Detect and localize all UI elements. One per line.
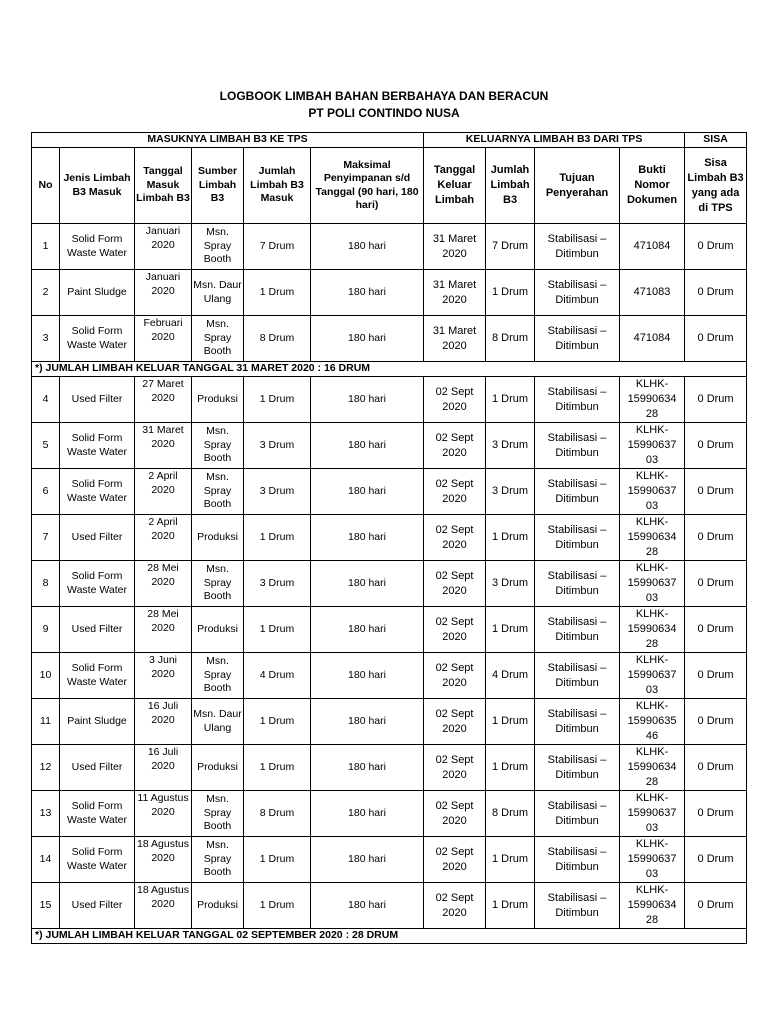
cell-tujuan: Stabilisasi – Ditimbun [535,423,620,469]
cell-bukti: 471084 [620,316,685,362]
cell-maksimal: 180 hari [311,607,424,653]
cell-tanggal-keluar: 02 Sept 2020 [424,883,486,929]
cell-bukti: KLHK-15990634 28 [620,515,685,561]
column-header-sisa: Sisa Limbah B3 yang ada di TPS [685,148,747,224]
cell-jenis: Solid Form Waste Water [60,469,135,515]
group-header-masuk: MASUKNYA LIMBAH B3 KE TPS [32,133,424,148]
cell-tanggal-masuk: 27 Maret 2020 [135,377,192,423]
table-row [32,224,747,270]
cell-tanggal-keluar: 02 Sept 2020 [424,699,486,745]
table-row [32,561,747,607]
cell-tanggal-masuk: 16 Juli 2020 [135,699,192,745]
table-row [32,791,747,837]
cell-jenis: Used Filter [60,607,135,653]
column-header-jenis: Jenis Limbah B3 Masuk [60,148,135,224]
cell-jenis: Used Filter [60,515,135,561]
cell-sumber: Produksi [192,883,244,929]
cell-tanggal-keluar: 31 Maret 2020 [424,224,486,270]
row-number: 5 [32,423,60,469]
cell-jumlah-masuk: 1 Drum [244,607,311,653]
cell-sumber: Msn. Spray Booth [192,469,244,515]
cell-jumlah-keluar: 8 Drum [486,791,535,837]
cell-bukti: 471084 [620,224,685,270]
table-row [32,316,747,362]
cell-tujuan: Stabilisasi – Ditimbun [535,607,620,653]
cell-maksimal: 180 hari [311,837,424,883]
cell-jumlah-masuk: 8 Drum [244,316,311,362]
cell-sisa: 0 Drum [685,699,747,745]
cell-sumber: Msn. Spray Booth [192,653,244,699]
column-header-sumber: Sumber Limbah B3 [192,148,244,224]
cell-tujuan: Stabilisasi – Ditimbun [535,469,620,515]
cell-sumber: Msn. Spray Booth [192,224,244,270]
cell-jumlah-keluar: 1 Drum [486,515,535,561]
cell-jumlah-keluar: 4 Drum [486,653,535,699]
table-row [32,607,747,653]
company-name: PT POLI CONTINDO NUSA [308,106,460,120]
cell-maksimal: 180 hari [311,883,424,929]
cell-bukti: KLHK-15990637 03 [620,469,685,515]
cell-jumlah-keluar: 3 Drum [486,423,535,469]
summary-note: *) JUMLAH LIMBAH KELUAR TANGGAL 31 MARET 2020 : 16 DRUM [32,362,747,377]
cell-tujuan: Stabilisasi – Ditimbun [535,883,620,929]
column-header-jumlah-keluar: Jumlah Limbah B3 [486,148,535,224]
cell-maksimal: 180 hari [311,377,424,423]
table-row [32,883,747,929]
cell-jumlah-keluar: 1 Drum [486,745,535,791]
column-header-tanggal-masuk: Tanggal Masuk Limbah B3 [135,148,192,224]
cell-tanggal-keluar: 02 Sept 2020 [424,469,486,515]
cell-sisa: 0 Drum [685,883,747,929]
cell-tanggal-masuk: 2 April 2020 [135,469,192,515]
cell-tanggal-keluar: 02 Sept 2020 [424,377,486,423]
cell-sisa: 0 Drum [685,224,747,270]
column-header-tujuan: Tujuan Penyerahan [535,148,620,224]
cell-sisa: 0 Drum [685,745,747,791]
cell-tanggal-masuk: Februari 2020 [135,316,192,362]
row-number: 10 [32,653,60,699]
column-header-jumlah-masuk: Jumlah Limbah B3 Masuk [244,148,311,224]
cell-bukti: KLHK-15990634 28 [620,607,685,653]
cell-jumlah-keluar: 3 Drum [486,469,535,515]
cell-tanggal-masuk: 2 April 2020 [135,515,192,561]
cell-maksimal: 180 hari [311,423,424,469]
row-number: 9 [32,607,60,653]
cell-jumlah-keluar: 7 Drum [486,224,535,270]
cell-maksimal: 180 hari [311,791,424,837]
table-row [32,423,747,469]
cell-bukti: KLHK-15990637 03 [620,791,685,837]
column-header-no: No [32,148,60,224]
cell-jumlah-keluar: 1 Drum [486,883,535,929]
cell-jenis: Solid Form Waste Water [60,837,135,883]
cell-tanggal-masuk: 11 Agustus 2020 [135,791,192,837]
cell-tanggal-masuk: 28 Mei 2020 [135,561,192,607]
table-row [32,270,747,316]
row-number: 12 [32,745,60,791]
row-number: 6 [32,469,60,515]
cell-jumlah-keluar: 1 Drum [486,837,535,883]
cell-jenis: Solid Form Waste Water [60,791,135,837]
table-row [32,699,747,745]
cell-tujuan: Stabilisasi – Ditimbun [535,837,620,883]
cell-sisa: 0 Drum [685,607,747,653]
cell-sisa: 0 Drum [685,423,747,469]
cell-jumlah-masuk: 3 Drum [244,423,311,469]
row-number: 8 [32,561,60,607]
row-number: 11 [32,699,60,745]
cell-tanggal-masuk: 18 Agustus 2020 [135,837,192,883]
cell-sisa: 0 Drum [685,316,747,362]
cell-sisa: 0 Drum [685,270,747,316]
cell-bukti: KLHK-15990637 03 [620,837,685,883]
cell-maksimal: 180 hari [311,469,424,515]
cell-maksimal: 180 hari [311,515,424,561]
cell-jumlah-keluar: 1 Drum [486,607,535,653]
cell-jumlah-keluar: 3 Drum [486,561,535,607]
cell-sisa: 0 Drum [685,791,747,837]
cell-maksimal: 180 hari [311,224,424,270]
cell-tujuan: Stabilisasi – Ditimbun [535,316,620,362]
cell-sumber: Produksi [192,745,244,791]
cell-jumlah-masuk: 8 Drum [244,791,311,837]
cell-tanggal-keluar: 02 Sept 2020 [424,515,486,561]
cell-jumlah-masuk: 4 Drum [244,653,311,699]
cell-tanggal-keluar: 02 Sept 2020 [424,837,486,883]
cell-bukti: KLHK-15990637 03 [620,653,685,699]
logbook-body [32,224,747,944]
cell-jumlah-masuk: 1 Drum [244,270,311,316]
table-row [32,377,747,423]
cell-jumlah-keluar: 1 Drum [486,377,535,423]
cell-maksimal: 180 hari [311,653,424,699]
cell-bukti: KLHK-15990634 28 [620,883,685,929]
cell-jumlah-masuk: 3 Drum [244,469,311,515]
cell-tanggal-masuk: 28 Mei 2020 [135,607,192,653]
cell-tujuan: Stabilisasi – Ditimbun [535,515,620,561]
cell-jumlah-masuk: 1 Drum [244,883,311,929]
cell-jenis: Used Filter [60,883,135,929]
column-header-maksimal: Maksimal Penyimpanan s/d Tanggal (90 hari, 180 hari) [311,148,424,224]
cell-tujuan: Stabilisasi – Ditimbun [535,224,620,270]
cell-sumber: Produksi [192,607,244,653]
cell-tanggal-masuk: 3 Juni 2020 [135,653,192,699]
cell-jenis: Solid Form Waste Water [60,423,135,469]
summary-row [32,362,747,377]
row-number: 4 [32,377,60,423]
document-title: LOGBOOK LIMBAH BAHAN BERBAHAYA DAN BERACUN [219,89,549,103]
cell-tanggal-keluar: 02 Sept 2020 [424,791,486,837]
cell-sumber: Msn. Daur Ulang [192,699,244,745]
cell-tanggal-masuk: 31 Maret 2020 [135,423,192,469]
cell-jumlah-masuk: 3 Drum [244,561,311,607]
row-number: 15 [32,883,60,929]
cell-tanggal-masuk: 18 Agustus 2020 [135,883,192,929]
row-number: 3 [32,316,60,362]
cell-jenis: Paint Sludge [60,270,135,316]
cell-sisa: 0 Drum [685,377,747,423]
cell-bukti: KLHK-15990634 28 [620,745,685,791]
group-header-keluar: KELUARNYA LIMBAH B3 DARI TPS [424,133,685,148]
row-number: 7 [32,515,60,561]
cell-jenis: Paint Sludge [60,699,135,745]
cell-jumlah-masuk: 1 Drum [244,377,311,423]
cell-bukti: 471083 [620,270,685,316]
cell-bukti: KLHK-15990635 46 [620,699,685,745]
cell-tanggal-keluar: 02 Sept 2020 [424,561,486,607]
cell-sumber: Msn. Spray Booth [192,423,244,469]
cell-jumlah-masuk: 1 Drum [244,515,311,561]
cell-tanggal-masuk: Januari 2020 [135,224,192,270]
cell-tujuan: Stabilisasi – Ditimbun [535,791,620,837]
cell-tanggal-masuk: 16 Juli 2020 [135,745,192,791]
cell-jumlah-keluar: 1 Drum [486,270,535,316]
cell-bukti: KLHK-15990634 28 [620,377,685,423]
cell-tanggal-keluar: 02 Sept 2020 [424,607,486,653]
cell-tujuan: Stabilisasi – Ditimbun [535,699,620,745]
cell-jenis: Solid Form Waste Water [60,224,135,270]
table-row [32,837,747,883]
cell-sumber: Msn. Spray Booth [192,837,244,883]
cell-jumlah-masuk: 1 Drum [244,837,311,883]
cell-sumber: Msn. Spray Booth [192,316,244,362]
summary-row [32,929,747,944]
cell-sumber: Msn. Spray Booth [192,561,244,607]
cell-sumber: Msn. Spray Booth [192,791,244,837]
cell-maksimal: 180 hari [311,699,424,745]
row-number: 2 [32,270,60,316]
cell-tujuan: Stabilisasi – Ditimbun [535,653,620,699]
cell-jumlah-keluar: 1 Drum [486,699,535,745]
cell-sumber: Produksi [192,377,244,423]
row-number: 1 [32,224,60,270]
column-header-tanggal-keluar: Tanggal Keluar Limbah [424,148,486,224]
cell-maksimal: 180 hari [311,561,424,607]
cell-tujuan: Stabilisasi – Ditimbun [535,561,620,607]
cell-jumlah-masuk: 1 Drum [244,745,311,791]
cell-tanggal-keluar: 31 Maret 2020 [424,270,486,316]
cell-tanggal-keluar: 02 Sept 2020 [424,653,486,699]
row-number: 13 [32,791,60,837]
cell-jumlah-keluar: 8 Drum [486,316,535,362]
cell-maksimal: 180 hari [311,745,424,791]
cell-tanggal-masuk: Januari 2020 [135,270,192,316]
row-number: 14 [32,837,60,883]
cell-sisa: 0 Drum [685,837,747,883]
cell-maksimal: 180 hari [311,316,424,362]
cell-tanggal-keluar: 02 Sept 2020 [424,423,486,469]
logbook-table [31,132,747,944]
cell-maksimal: 180 hari [311,270,424,316]
cell-bukti: KLHK-15990637 03 [620,561,685,607]
table-row [32,469,747,515]
cell-jumlah-masuk: 7 Drum [244,224,311,270]
group-header-sisa: SISA [685,133,747,148]
cell-jenis: Solid Form Waste Water [60,653,135,699]
summary-note: *) JUMLAH LIMBAH KELUAR TANGGAL 02 SEPTEMBER 2020 : 28 DRUM [32,929,747,944]
cell-tujuan: Stabilisasi – Ditimbun [535,745,620,791]
cell-sisa: 0 Drum [685,653,747,699]
cell-jumlah-masuk: 1 Drum [244,699,311,745]
column-header-bukti: Bukti Nomor Dokumen [620,148,685,224]
table-row [32,745,747,791]
cell-tanggal-keluar: 02 Sept 2020 [424,745,486,791]
cell-tanggal-keluar: 31 Maret 2020 [424,316,486,362]
cell-sisa: 0 Drum [685,469,747,515]
cell-tujuan: Stabilisasi – Ditimbun [535,377,620,423]
cell-sisa: 0 Drum [685,561,747,607]
cell-bukti: KLHK-15990637 03 [620,423,685,469]
cell-jenis: Used Filter [60,745,135,791]
cell-jenis: Solid Form Waste Water [60,316,135,362]
cell-sumber: Produksi [192,515,244,561]
cell-sumber: Msn. Daur Ulang [192,270,244,316]
cell-jenis: Solid Form Waste Water [60,561,135,607]
cell-sisa: 0 Drum [685,515,747,561]
cell-tujuan: Stabilisasi – Ditimbun [535,270,620,316]
table-row [32,515,747,561]
table-row [32,653,747,699]
cell-jenis: Used Filter [60,377,135,423]
